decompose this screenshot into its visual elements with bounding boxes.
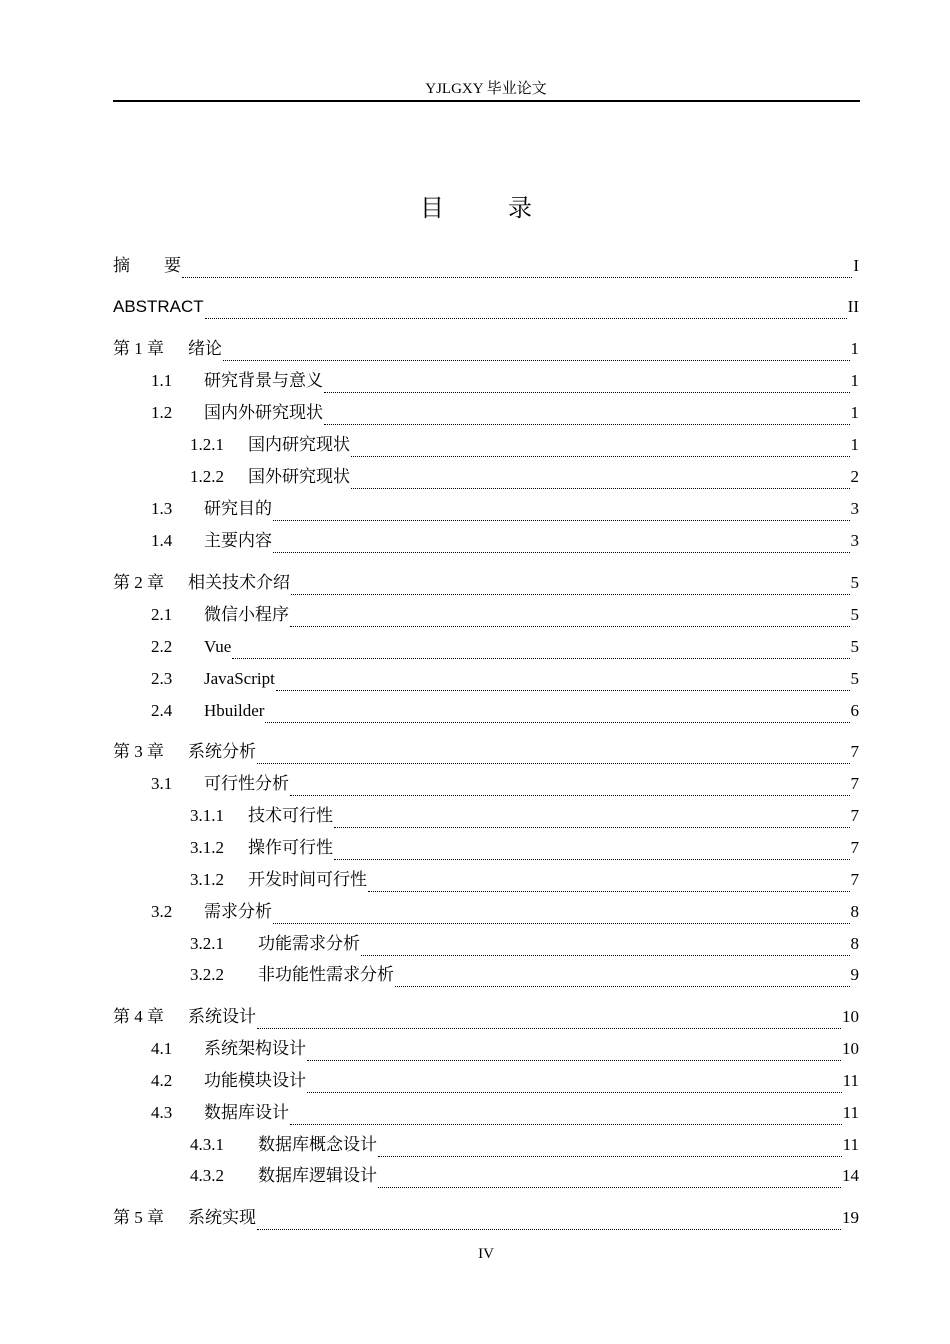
toc-entry[interactable] xyxy=(190,836,859,860)
toc-entry[interactable] xyxy=(151,369,859,393)
toc-dot-leader xyxy=(265,705,849,723)
toc-dot-leader xyxy=(290,609,850,627)
toc-dot-leader xyxy=(334,810,850,828)
toc-entry-page: 10 xyxy=(842,1039,859,1058)
toc-dot-leader xyxy=(324,375,850,393)
toc-dot-leader xyxy=(273,503,850,521)
toc-entry-label: 微信小程序 xyxy=(204,605,289,624)
toc-entry[interactable] xyxy=(190,465,859,489)
toc-dot-leader xyxy=(361,938,850,956)
toc-entry-number: 1.3 xyxy=(151,499,173,518)
toc-dot-leader xyxy=(378,1139,842,1157)
toc-entry-page: I xyxy=(853,256,859,275)
toc-entry[interactable] xyxy=(113,254,859,278)
toc-entry[interactable] xyxy=(151,1101,859,1125)
toc-dot-leader xyxy=(290,1107,842,1125)
toc-entry-page: 1 xyxy=(850,435,859,454)
toc-entry-label: 系统实现 xyxy=(188,1208,256,1228)
toc-dot-leader xyxy=(205,301,847,319)
toc-entry-number: 第 2 章 xyxy=(113,573,164,592)
toc-entry[interactable] xyxy=(113,1005,859,1029)
toc-entry-label: 技术可行性 xyxy=(248,806,333,825)
toc-entry-number: 4.3.1 xyxy=(190,1135,224,1154)
toc-dot-leader xyxy=(232,641,849,659)
toc-entry-label: 系统设计 xyxy=(188,1007,256,1027)
toc-entry-page: 7 xyxy=(850,774,859,793)
toc-dot-leader xyxy=(368,874,850,892)
toc-entry[interactable] xyxy=(151,667,859,691)
running-header: YJLGXY 毕业论文 xyxy=(425,81,547,97)
toc-entry-label: 研究背景与意义 xyxy=(204,371,323,390)
toc-entry[interactable] xyxy=(151,529,859,553)
toc-entry-number: 第 1 章 xyxy=(113,339,164,358)
toc-entry-label: 数据库设计 xyxy=(204,1103,289,1122)
toc-entry-number: 第 5 章 xyxy=(113,1208,164,1227)
toc-entry[interactable] xyxy=(190,804,859,828)
toc-dot-leader xyxy=(395,969,850,987)
toc-entry[interactable] xyxy=(151,603,859,627)
toc-entry[interactable] xyxy=(190,433,859,457)
toc-entry-page: 14 xyxy=(842,1166,859,1185)
toc-entry-page: 5 xyxy=(850,637,859,656)
toc-entry-label: Vue xyxy=(204,637,232,656)
toc-dot-leader xyxy=(334,842,850,860)
toc-entry[interactable] xyxy=(113,571,859,595)
toc-entry[interactable] xyxy=(190,868,859,892)
toc-entry-number: 3.1.1 xyxy=(190,806,224,825)
toc-entry[interactable] xyxy=(190,1133,859,1157)
toc-entry-number: 1.2.2 xyxy=(190,467,224,486)
toc-dot-leader xyxy=(257,746,850,764)
toc-entry-label: 国内外研究现状 xyxy=(204,403,323,422)
toc-dot-leader xyxy=(273,906,850,924)
toc-entry-label: 国外研究现状 xyxy=(248,467,350,486)
toc-entry-page: 11 xyxy=(842,1103,859,1122)
toc-entry-page: 19 xyxy=(842,1208,859,1227)
toc-entry-number: 3.2.1 xyxy=(190,934,224,953)
toc-entry-number: 2.4 xyxy=(151,701,173,720)
toc-entry-number: 4.3.2 xyxy=(190,1166,224,1185)
toc-entry-number: 2.3 xyxy=(151,669,173,688)
toc-dot-leader xyxy=(273,535,850,553)
toc-dot-leader xyxy=(257,1212,841,1230)
toc-entry-number: 2.1 xyxy=(151,605,173,624)
toc-entry-number: 4.3 xyxy=(151,1103,173,1122)
toc-entry-page: 11 xyxy=(842,1071,859,1090)
toc-dot-leader xyxy=(182,260,852,278)
toc-entry-number: 1.2 xyxy=(151,403,173,422)
toc-entry-label: 摘 要 xyxy=(113,256,181,276)
toc-entry-number: 3.2.2 xyxy=(190,965,224,984)
toc-entry-page: 9 xyxy=(850,965,859,984)
toc-dot-leader xyxy=(307,1075,842,1093)
toc-entry-page: 3 xyxy=(850,499,859,518)
toc-entry-number: 1.2.1 xyxy=(190,435,224,454)
toc-entry-label: JavaScript xyxy=(204,669,275,688)
toc-dot-leader xyxy=(276,673,850,691)
toc-dot-leader xyxy=(223,343,850,361)
toc-entry-page: 7 xyxy=(850,742,859,761)
toc-entry-number: 1.4 xyxy=(151,531,173,550)
toc-entry-label: Hbuilder xyxy=(204,701,265,720)
toc-title: 目 录 xyxy=(420,196,552,222)
toc-entry-page: 8 xyxy=(850,934,859,953)
toc-entry-label: 研究目的 xyxy=(204,499,272,518)
toc-entry-page: 7 xyxy=(850,870,859,889)
toc-entry-label: 非功能性需求分析 xyxy=(258,965,394,984)
toc-entry[interactable] xyxy=(190,1164,859,1188)
toc-entry-page: 1 xyxy=(850,339,859,358)
toc-entry-label: 可行性分析 xyxy=(204,774,289,793)
toc-entry[interactable] xyxy=(151,699,859,723)
toc-entry-number: 3.1 xyxy=(151,774,173,793)
toc-entry-label: 功能模块设计 xyxy=(204,1071,306,1090)
toc-entry-label: 数据库逻辑设计 xyxy=(258,1166,377,1185)
toc-entry-label: 功能需求分析 xyxy=(258,934,360,953)
toc-entry-label: 国内研究现状 xyxy=(248,435,350,454)
toc-entry-page: 1 xyxy=(850,403,859,422)
toc-entry-page: 8 xyxy=(850,902,859,921)
toc-entry-label: 相关技术介绍 xyxy=(188,573,290,593)
toc-entry-page: 3 xyxy=(850,531,859,550)
toc-entry-label: 系统分析 xyxy=(188,742,256,762)
toc-entry[interactable] xyxy=(151,1069,859,1093)
toc-entry-label: 开发时间可行性 xyxy=(248,870,367,889)
toc-entry-number: 3.1.2 xyxy=(190,870,224,889)
toc-entry[interactable] xyxy=(151,401,859,425)
toc-entry-label: ABSTRACT xyxy=(113,297,204,316)
toc-entry-label: 绪论 xyxy=(188,339,222,359)
toc-entry-page: 5 xyxy=(850,605,859,624)
toc-dot-leader xyxy=(351,471,850,489)
toc-entry[interactable] xyxy=(113,1206,859,1230)
toc-entry[interactable] xyxy=(151,772,859,796)
toc-entry-label: 数据库概念设计 xyxy=(258,1135,377,1154)
toc-entry-page: 5 xyxy=(850,669,859,688)
toc-entry-page: 6 xyxy=(850,701,859,720)
toc-entry-number: 4.1 xyxy=(151,1039,173,1058)
toc-entry[interactable] xyxy=(113,295,859,319)
toc-entry-label: 主要内容 xyxy=(204,531,272,550)
toc-entry-number: 2.2 xyxy=(151,637,173,656)
toc-entry-page: 5 xyxy=(850,573,859,592)
toc-entry[interactable] xyxy=(113,740,859,764)
toc-entry-page: 1 xyxy=(850,371,859,390)
footer-page-number: IV xyxy=(478,1246,494,1262)
toc-entry-page: 11 xyxy=(842,1135,859,1154)
toc-entry[interactable] xyxy=(113,337,859,361)
toc-entry-number: 1.1 xyxy=(151,371,173,390)
toc-entry-number: 第 4 章 xyxy=(113,1007,164,1026)
toc-entry-label: 系统架构设计 xyxy=(204,1039,306,1058)
toc-dot-leader xyxy=(378,1170,841,1188)
toc-entry[interactable] xyxy=(151,497,859,521)
toc-entry-number: 第 3 章 xyxy=(113,742,164,761)
toc-dot-leader xyxy=(307,1043,841,1061)
header-rule xyxy=(113,100,860,102)
toc-entry-page: 7 xyxy=(850,806,859,825)
toc-entry-page: II xyxy=(847,297,859,316)
toc-dot-leader xyxy=(351,439,850,457)
toc-dot-leader xyxy=(324,407,850,425)
toc-entry[interactable] xyxy=(151,900,859,924)
toc-dot-leader xyxy=(257,1011,841,1029)
toc-dot-leader xyxy=(291,577,850,595)
toc-entry[interactable] xyxy=(190,932,859,956)
toc-entry-page: 2 xyxy=(850,467,859,486)
toc-entry-label: 操作可行性 xyxy=(248,838,333,857)
toc-entry-label: 需求分析 xyxy=(204,902,272,921)
toc-dot-leader xyxy=(290,778,850,796)
toc-entry[interactable] xyxy=(190,963,859,987)
toc-entry-page: 10 xyxy=(842,1007,859,1026)
toc-entry-number: 3.2 xyxy=(151,902,173,921)
toc-entry-number: 4.2 xyxy=(151,1071,173,1090)
toc-entry-number: 3.1.2 xyxy=(190,838,224,857)
toc-entry[interactable] xyxy=(151,635,859,659)
toc-entry[interactable] xyxy=(151,1037,859,1061)
toc-entry-page: 7 xyxy=(850,838,859,857)
